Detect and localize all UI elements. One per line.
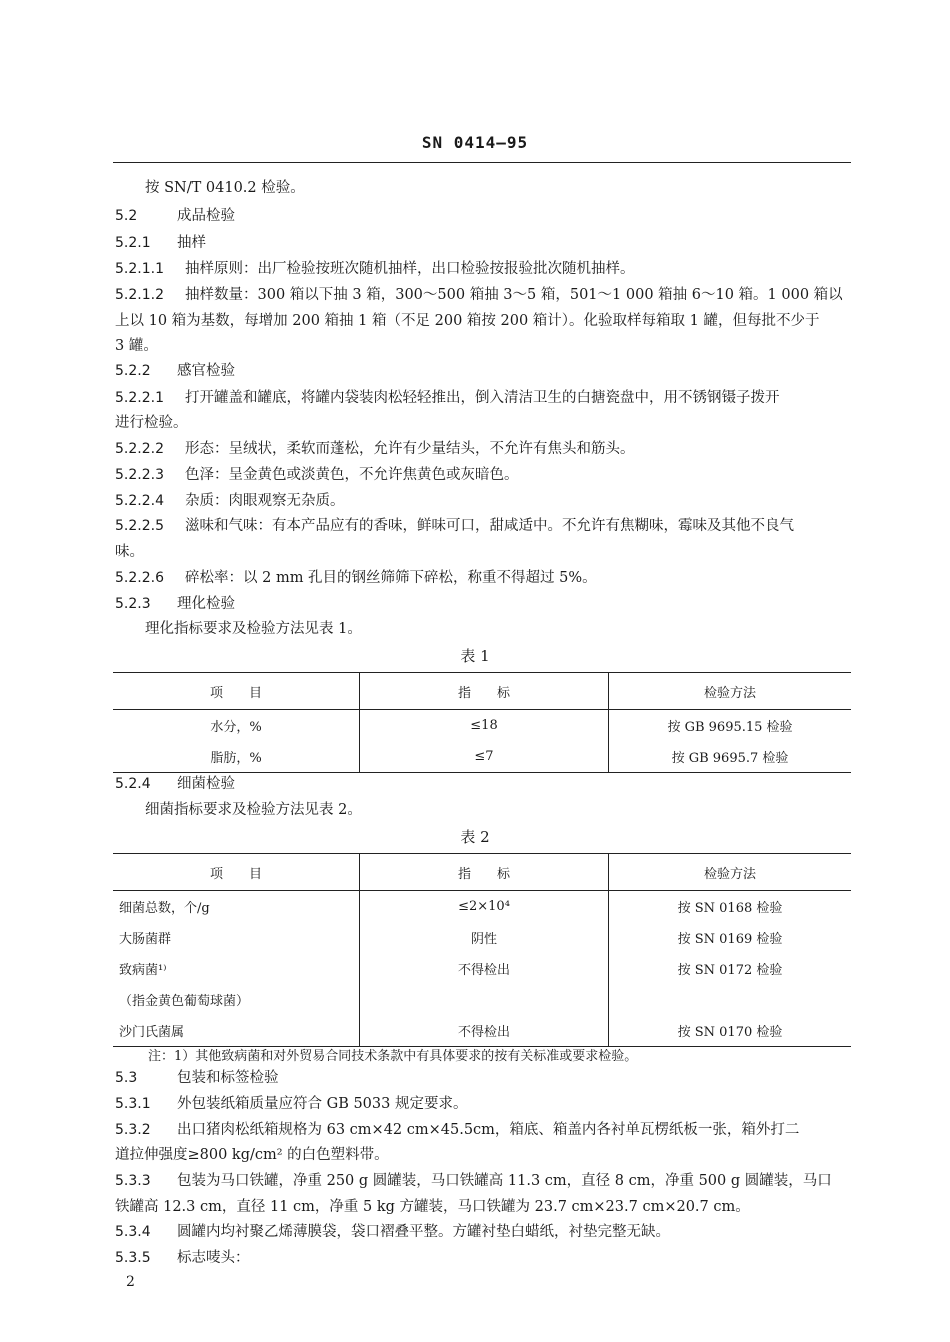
table-2-caption: 表 2	[460, 828, 490, 846]
table-cell: 按 SN 0172 检验	[609, 953, 852, 984]
table-cell: 阴性	[360, 922, 609, 953]
text-line: 理化指标要求及检验方法见表 1。	[145, 621, 362, 637]
section-number: 5.2.2	[115, 363, 151, 379]
column-header: 指 标	[360, 854, 609, 891]
section-number: 5.2.4	[115, 776, 151, 792]
table-cell	[360, 984, 609, 1015]
table-cell: 大肠菌群	[119, 932, 172, 947]
column-header: 项 目	[113, 673, 360, 710]
section-title: 成品检验	[177, 208, 235, 224]
clause-5-3-5	[115, 1248, 250, 1268]
clause-5-3-2	[115, 1120, 799, 1140]
clause-5-2-2-5	[115, 516, 794, 536]
table-1	[113, 672, 851, 773]
page-number: 2	[126, 1274, 135, 1290]
text-line: 上以 10 箱为基数，每增加 200 箱抽 1 箱（不足 200 箱按 200 箱计）。化验取样每箱取 1 罐，但每批不少于	[115, 313, 820, 329]
table-cell: 不得检出	[360, 953, 609, 984]
section-number: 5.3.2	[115, 1122, 151, 1138]
clause-5-3-3	[115, 1171, 832, 1191]
table-2	[113, 853, 851, 1047]
header-rule	[113, 162, 851, 163]
clause-text: 杂质：肉眼观察无杂质。	[185, 493, 345, 509]
table-cell: ≤2×10⁴	[360, 891, 609, 923]
section-title: 细菌检验	[177, 776, 235, 792]
section-5-3	[115, 1068, 279, 1088]
table-header-row	[113, 673, 851, 710]
table-cell: 不得检出	[360, 1015, 609, 1047]
clause-text: 打开罐盖和罐底，将罐内袋装肉松轻轻推出，倒入清洁卫生的白搪瓷盘中，用不锈钢镊子拨开	[185, 390, 780, 406]
section-number: 5.2	[115, 208, 138, 224]
section-number: 5.3.4	[115, 1224, 151, 1240]
section-number: 5.2.2.2	[115, 441, 164, 457]
clause-text: 圆罐内均衬聚乙烯薄膜袋，袋口褶叠平整。方罐衬垫白蜡纸，衬垫完整无缺。	[177, 1224, 670, 1240]
column-header: 指 标	[360, 673, 609, 710]
section-title: 理化检验	[177, 596, 235, 612]
table-cell: ≤7	[360, 741, 609, 773]
section-5-2	[115, 206, 235, 226]
section-number: 5.2.2.1	[115, 390, 164, 406]
clause-text: 包装为马口铁罐，净重 250 g 圆罐装，马口铁罐高 11.3 cm，直径 8 cm，净重 500 g 圆罐装，马口	[177, 1173, 832, 1189]
table-row	[113, 741, 851, 773]
section-5-2-1	[115, 233, 206, 253]
table-row	[113, 1015, 851, 1047]
table-row	[113, 891, 851, 923]
text-line: 道拉伸强度≥800 kg/cm² 的白色塑料带。	[115, 1147, 389, 1163]
table-1-caption: 表 1	[460, 647, 490, 665]
document-code: SN 0414—95	[421, 133, 529, 152]
clause-5-2-1-2	[115, 285, 843, 305]
section-number: 5.2.2.6	[115, 570, 164, 586]
text-line: 3 罐。	[115, 338, 158, 354]
text-line: 按 SN/T 0410.2 检验。	[145, 180, 305, 196]
clause-5-2-2-4	[115, 491, 345, 511]
table-cell: 按 SN 0169 检验	[609, 922, 852, 953]
section-5-2-4	[115, 774, 235, 794]
clause-text: 色泽：呈金黄色或淡黄色，不允许焦黄色或灰暗色。	[185, 467, 519, 483]
clause-5-2-1-1	[115, 259, 635, 279]
section-number: 5.2.1	[115, 235, 151, 251]
table-cell: 沙门氏菌属	[113, 1015, 360, 1047]
table-cell: （指金黄色葡萄球菌）	[119, 994, 250, 1009]
text-line: 铁罐高 12.3 cm，直径 11 cm，净重 5 kg 方罐装，马口铁罐为 23.7 cm×23.7 cm×20.7 cm。	[115, 1199, 750, 1215]
column-header: 检验方法	[609, 673, 852, 710]
section-number: 5.2.1.2	[115, 287, 164, 303]
clause-5-2-2-2	[115, 439, 635, 459]
table-note: 注：1）其他致病菌和对外贸易合同技术条款中有具体要求的按有关标准或要求检验。	[148, 1049, 638, 1064]
table-header-row	[113, 854, 851, 891]
text-line: 细菌指标要求及检验方法见表 2。	[145, 802, 362, 818]
column-header: 项 目	[113, 854, 360, 891]
text-line: 进行检验。	[115, 415, 188, 431]
table-cell: 致病菌¹⁾	[119, 963, 167, 978]
clause-text: 抽样原则：出厂检验按班次随机抽样，出口检验按报验批次随机抽样。	[185, 261, 635, 277]
table-cell: 细菌总数，个/g	[119, 901, 210, 916]
section-title: 包装和标签检验	[177, 1070, 279, 1086]
table-cell: 水分，%	[210, 720, 262, 735]
section-number: 5.2.3	[115, 596, 151, 612]
clause-text: 滋味和气味：有本产品应有的香味，鲜味可口，甜咸适中。不允许有焦糊味，霉味及其他不良气	[185, 518, 794, 534]
column-header: 检验方法	[609, 854, 852, 891]
table-row	[113, 710, 851, 742]
clause-5-2-2-3	[115, 465, 519, 485]
clause-5-3-1	[115, 1094, 467, 1114]
clause-text: 外包装纸箱质量应符合 GB 5033 规定要求。	[177, 1096, 468, 1112]
table-cell: ≤18	[360, 710, 609, 742]
section-number: 5.3.3	[115, 1173, 151, 1189]
clause-text: 出口猪肉松纸箱规格为 63 cm×42 cm×45.5cm，箱底、箱盖内各衬单瓦楞纸板一张，箱外打二	[177, 1122, 800, 1138]
section-5-2-3	[115, 594, 235, 614]
table-cell: 按 GB 9695.7 检验	[609, 741, 852, 773]
section-title: 感官检验	[177, 363, 235, 379]
section-number: 5.3	[115, 1070, 138, 1086]
section-number: 5.2.2.4	[115, 493, 164, 509]
clause-5-3-4	[115, 1222, 670, 1242]
clause-5-2-2-6	[115, 568, 597, 588]
section-5-2-2	[115, 361, 235, 381]
clause-5-2-2-1	[115, 388, 780, 408]
table-cell: 按 SN 0168 检验	[609, 891, 852, 923]
section-number: 5.3.1	[115, 1096, 151, 1112]
clause-text: 抽样数量：300 箱以下抽 3 箱，300～500 箱抽 3～5 箱，501～1 000 箱抽 6～10 箱。1 000 箱以	[185, 287, 843, 303]
clause-text: 标志唛头：	[177, 1250, 250, 1266]
table-cell: 脂肪，%	[113, 741, 360, 773]
table-row	[113, 922, 851, 953]
section-title: 抽样	[177, 235, 206, 251]
clause-text: 碎松率：以 2 mm 孔目的钢丝筛筛下碎松，称重不得超过 5%。	[185, 570, 597, 586]
clause-text: 形态：呈绒状，柔软而蓬松，允许有少量结头，不允许有焦头和筋头。	[185, 441, 635, 457]
section-number: 5.2.2.3	[115, 467, 164, 483]
table-cell: 按 SN 0170 检验	[609, 1015, 852, 1047]
section-number: 5.2.1.1	[115, 261, 164, 277]
table-cell: 按 GB 9695.15 检验	[609, 710, 852, 742]
text-line: 味。	[115, 544, 144, 560]
table-row	[113, 984, 851, 1015]
table-cell	[609, 984, 852, 1015]
section-number: 5.2.2.5	[115, 518, 164, 534]
table-row	[113, 953, 851, 984]
section-number: 5.3.5	[115, 1250, 151, 1266]
